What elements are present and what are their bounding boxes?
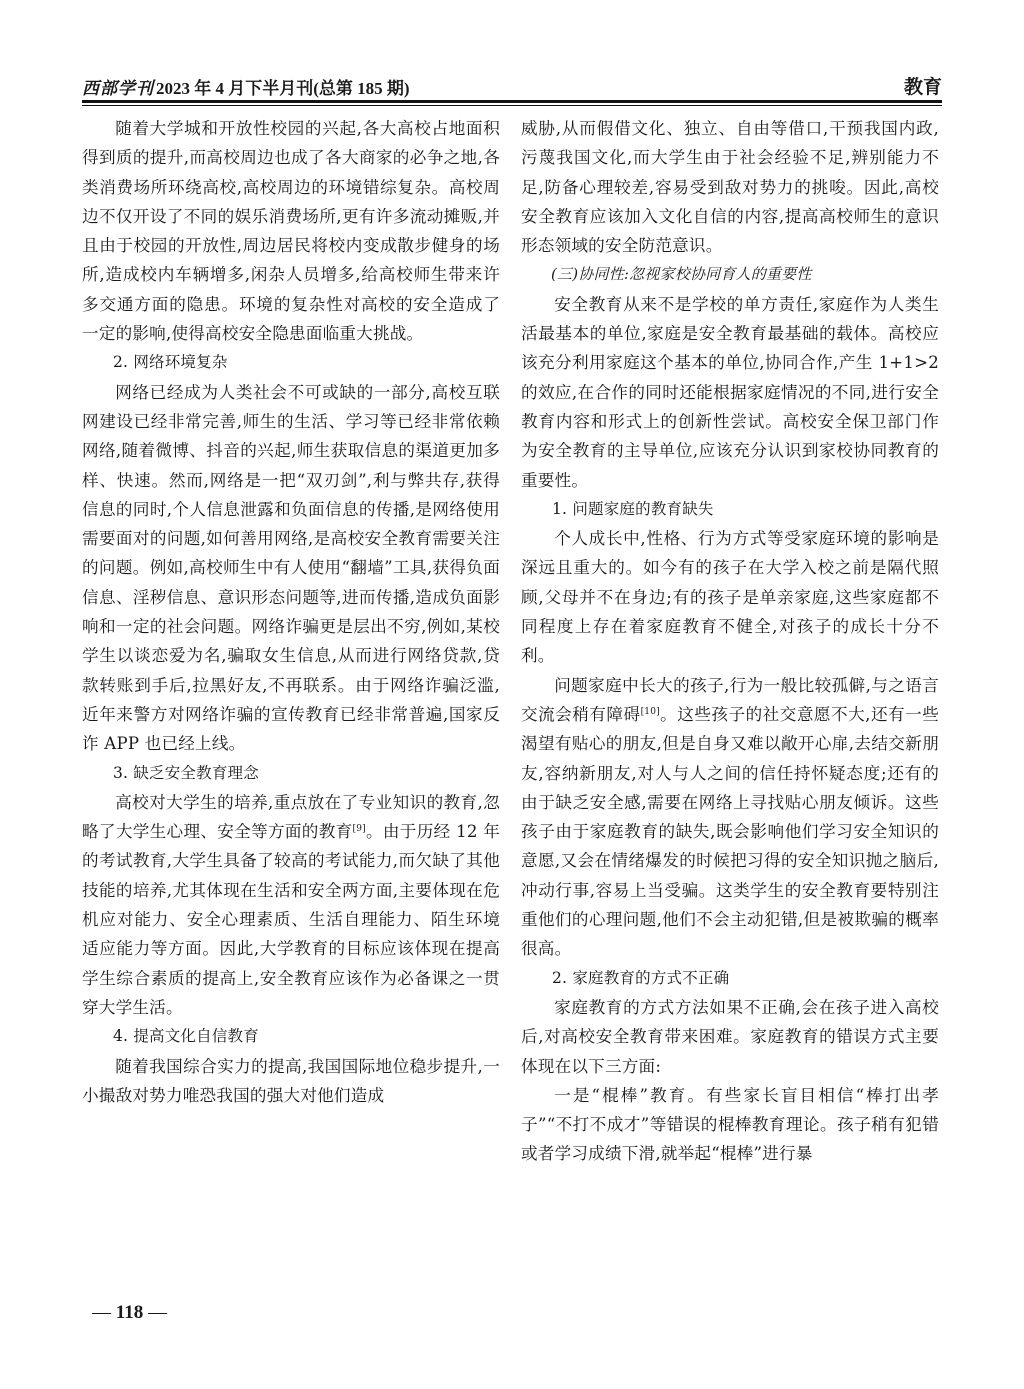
paragraph: 威胁,从而假借文化、独立、自由等借口,干预我国内政,污蔑我国文化,而大学生由于社会经验不足,辨别能力不足,防备心理较差,容易受到敌对势力的挑唆。因此,高校安全教育应该加入文化自信的内容,提高高校师生的意识形态领域的安全防范意识。 [521,119,939,256]
section-heading: 4. 提高文化自信教育 [113,1027,259,1046]
paragraph: 随着我国综合实力的提高,我国国际地位稳步提升,一小撮敌对势力唯恐我国的强大对他们造成 [82,1056,500,1105]
journal-name-logo: 西部学刊 [82,79,154,98]
header-rule-thick [82,100,942,103]
paragraph: 安全教育从来不是学校的单方责任,家庭作为人类生活最基本的单位,家庭是安全教育最基础的载体。高校应该充分利用家庭这个基本的单位,协同合作,产生 1+1>2 的效应,在合作的同时还能根据家庭情况的不同,进行安全教育内容和形式上的创新性尝试。高校安全保卫部门作为安全教育的主导单位,应该充分认识到家校协同教育的重要性。 [521,294,939,490]
dash-left: — [92,1302,111,1323]
header-rule-thin [82,105,942,106]
paragraph-text: 。由于历经 12 年的考试教育,大学生具备了较高的考试能力,而欠缺了其他技能的培养,尤其体现在生活和安全两方面,主要体现在危机应对能力、安全心理素质、生活自理能力、陌生环境适应能力等方面。因此,大学教育的目标应该体现在提高学生综合素质的提高上,安全教育应该作为必备课之一贯穿大学生活。 [82,822,501,1017]
subsection-heading: (三)协同性:忽视家校协同育人的重要性 [551,265,812,284]
paragraph [82,788,500,1022]
paragraph-text: 问题家庭中长大的孩子,行为一般比较孤僻,与之语言交流会稍有障碍 [521,675,939,724]
running-header [82,70,942,100]
section-heading: 1. 问题家庭的教育缺失 [552,499,714,518]
paragraph: 家庭教育的方式方法如果不正确,会在孩子进入高校后,对高校安全教育带来困难。家庭教育的错误方式主要体现在以下三方面: [521,997,939,1076]
right-column [521,114,939,1169]
paragraph: 随着大学城和开放性校园的兴起,各大高校占地面积得到质的提升,而高校周边也成了各大商家的必争之地,各类消费场所环绕高校,高校周边的环境错综复杂。高校周边不仅开设了不同的娱乐消费场所,更有许多流动摊贩,并且由于校园的开放性,周边居民将校内变成散步健身的场所,造成校内车辆增多,闲杂人员增多,给高校师生带来许多交通方面的隐患。环境的复杂性对高校的安全造成了一定的影响,使得高校安全隐患面临重大挑战。 [82,119,500,344]
section-heading: 2. 家庭教育的方式不正确 [552,968,730,987]
paragraph: 个人成长中,性格、行为方式等受家庭环境的影响是深远且重大的。如今有的孩子在大学入校之前是隔代照顾,父母并不在身边;有的孩子是单亲家庭,这些家庭都不同程度上存在着家庭教育不健全,对孩子的成长十分不利。 [521,529,939,666]
paragraph: 网络已经成为人类社会不可或缺的一部分,高校互联网建设已经非常完善,师生的生活、学习等已经非常依赖网络,随着微博、抖音的兴起,师生获取信息的渠道更加多样、快速。然而,网络是一把“双刃剑”,利与弊共存,获得信息的同时,个人信息泄露和负面信息的传播,是网络使用需要面对的问题,如何善用网络,是高校安全教育需要关注的问题。例如,高校师生中有人使用“翻墙”工具,获得负面信息、淫秽信息、意识形态问题等,进而传播,造成负面影响和一定的社会问题。网络诈骗更是层出不穷,例如,某校学生以谈恋爱为名,骗取女生信息,从而进行网络贷款,贷款转账到手后,拉黑好友,不再联系。由于网络诈骗泛滥,近年来警方对网络诈骗的宣传教育已经非常普遍,国家反诈 APP 也已经上线。 [82,382,500,754]
section-title: 教育 [903,76,942,98]
page-number-value: 118 [115,1302,144,1323]
paragraph: 一是“棍棒”教育。有些家长盲目相信“棒打出孝子”“不打不成才”等错误的棍棒教育理论。孩子稍有犯错或者学习成绩下滑,就举起“棍棒”进行暴 [521,1085,939,1164]
section-heading: 2. 网络环境复杂 [113,353,228,372]
paragraph [521,671,939,964]
section-heading: 3. 缺乏安全教育理念 [113,763,259,782]
left-column [82,114,500,1110]
journal-issue-line [82,74,410,99]
dash-right: — [147,1302,167,1323]
page-number [92,1302,167,1324]
issue-info: 2023 年 4 月下半月刊(总第 185 期) [156,79,410,98]
paragraph-text: 高校对大学生的培养,重点放在了专业知识的教育,忽略了大学生心理、安全等方面的教育 [82,792,500,842]
paragraph-text: 。这些孩子的社交意愿不大,还有一些渴望有贴心的朋友,但是自身又难以敞开心扉,去结交新朋友,容纳新朋友,对人与人之间的信任持怀疑态度;还有的由于缺乏安全感,需要在网络上寻找贴心朋友倾诉。这些孩子由于家庭教育的缺失,既会影响他们学习安全知识的意愿,又会在情绪爆发的时候把习得的安全知识抛之脑后,冲动行事,容易上当受骗。这类学生的安全教育要特别注重他们的心理问题,他们不会主动犯错,但是被欺骗的概率很高。 [521,704,939,959]
citation-ref: [9] [352,824,366,835]
citation-ref: [10] [640,706,660,717]
